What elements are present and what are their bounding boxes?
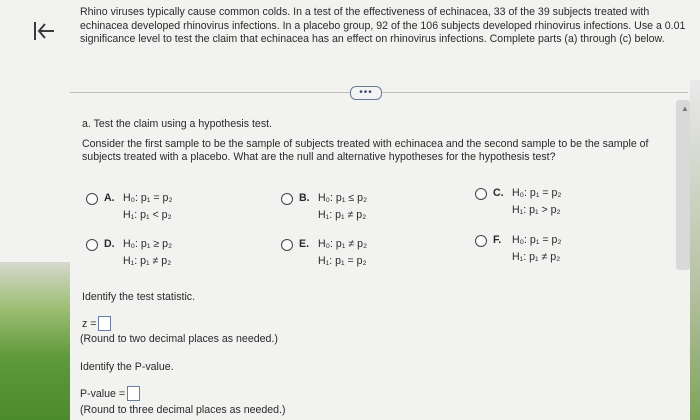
option-a[interactable] <box>86 190 172 224</box>
option-letter: A. <box>104 192 115 204</box>
alternative-hypothesis: H₁: p₁ = p₂ <box>318 255 367 267</box>
part-a-title: a. Test the claim using a hypothesis test. <box>82 118 273 130</box>
test-statistic-label: Identify the test statistic. <box>82 291 196 303</box>
p-value-prefix: P-value = <box>80 387 126 400</box>
null-hypothesis: H₀: p₁ ≥ p₂ <box>123 238 173 250</box>
z-answer-line <box>82 316 111 331</box>
z-rounding-note: (Round to two decimal places as needed.) <box>80 333 278 345</box>
expand-more-button[interactable]: ••• <box>350 86 382 100</box>
null-hypothesis: H₀: p₁ ≠ p₂ <box>318 238 368 250</box>
back-to-start-icon[interactable] <box>30 18 64 48</box>
problem-statement: Rhino viruses typically cause common colds. In a test of the effectiveness of echinacea, 33 of the 39 subjects treated with echinacea developed rhinovirus infections. In a placebo group, 92 of the 106 subjects developed rhinovirus infections. Use a 0.01 significance level to test the claim that echinacea has an effect on rhinovirus infections. Complete parts (a) through (c) below. <box>80 6 686 46</box>
alternative-hypothesis: H₁: p₁ ≠ p₂ <box>318 209 367 221</box>
radio-option-d[interactable] <box>86 239 98 251</box>
scroll-up-arrow-icon[interactable]: ▲ <box>681 104 689 113</box>
hypothesis-question: Consider the first sample to be the sample of subjects treated with echinacea and the second sample to be the sample of subjects treated with a placebo. What are the null and alternative hypotheses for the hypothesis test? <box>82 138 649 163</box>
null-hypothesis: H₀: p₁ = p₂ <box>123 192 173 204</box>
option-b[interactable] <box>281 190 367 224</box>
option-c[interactable] <box>475 185 561 219</box>
alternative-hypothesis: H₁: p₁ ≠ p₂ <box>512 251 561 263</box>
p-value-label: Identify the P-value. <box>80 361 174 373</box>
alternative-hypothesis: H₁: p₁ < p₂ <box>123 209 172 221</box>
p-value-answer-line <box>80 386 140 401</box>
radio-option-e[interactable] <box>281 239 293 251</box>
background-edge <box>0 262 70 420</box>
p-value-rounding-note: (Round to three decimal places as needed.) <box>80 404 286 416</box>
null-hypothesis: H₀: p₁ ≤ p₂ <box>318 192 368 204</box>
radio-option-c[interactable] <box>475 188 487 200</box>
alternative-hypothesis: H₁: p₁ ≠ p₂ <box>123 255 172 267</box>
null-hypothesis: H₀: p₁ = p₂ <box>512 234 562 246</box>
option-e[interactable] <box>281 236 367 270</box>
background-edge-right <box>690 80 700 420</box>
alternative-hypothesis: H₁: p₁ > p₂ <box>512 204 561 216</box>
p-value-input[interactable] <box>127 386 140 401</box>
option-letter: B. <box>299 192 310 204</box>
radio-option-f[interactable] <box>475 235 487 247</box>
scrollbar[interactable] <box>676 100 690 270</box>
z-input[interactable] <box>98 316 111 331</box>
option-letter: C. <box>493 187 504 199</box>
radio-option-a[interactable] <box>86 193 98 205</box>
null-hypothesis: H₀: p₁ = p₂ <box>512 187 562 199</box>
option-letter: E. <box>299 238 310 250</box>
option-f[interactable] <box>475 232 561 266</box>
option-letter: D. <box>104 238 115 250</box>
radio-option-b[interactable] <box>281 193 293 205</box>
option-letter: F. <box>493 234 502 246</box>
option-d[interactable] <box>86 236 172 270</box>
z-prefix: z = <box>82 317 97 330</box>
